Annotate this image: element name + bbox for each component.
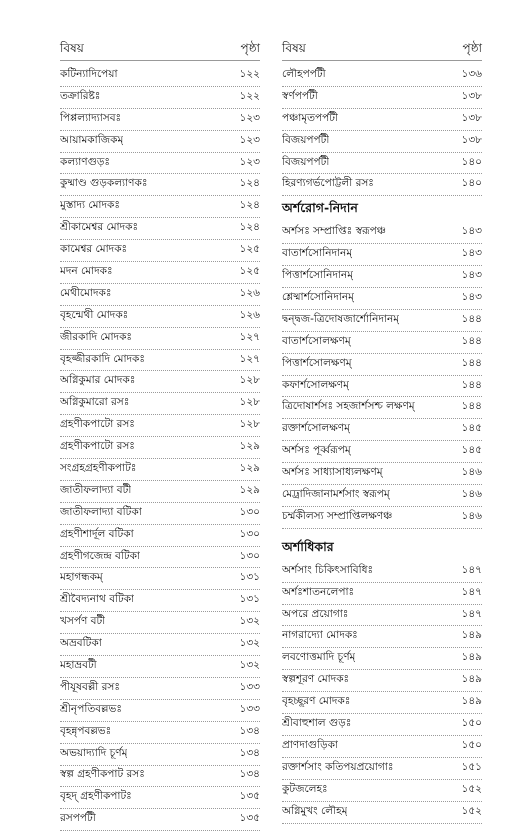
entry-page-number: ১৪৬ bbox=[461, 487, 482, 500]
index-entry bbox=[60, 87, 260, 109]
entry-page-number: ১৩৪ bbox=[239, 746, 260, 759]
section-heading-arshadhikar: অর্শাধিকার bbox=[282, 538, 334, 554]
index-entry bbox=[60, 415, 260, 437]
entry-page-number: ১৩৪ bbox=[239, 724, 260, 737]
index-entry bbox=[282, 670, 482, 692]
index-entry bbox=[60, 371, 260, 393]
right-column bbox=[282, 40, 482, 824]
index-entry bbox=[60, 678, 260, 700]
index-entry bbox=[60, 262, 260, 284]
entry-page-number: ১২৪ bbox=[239, 199, 260, 212]
entry-page-number: ১৩৫ bbox=[239, 812, 260, 825]
index-entry bbox=[282, 376, 482, 398]
entry-page-number: ১২৯ bbox=[239, 440, 260, 453]
index-entry bbox=[282, 397, 482, 419]
index-entry bbox=[60, 437, 260, 459]
entry-page-number: ১৪৭ bbox=[461, 585, 482, 598]
index-entry bbox=[282, 419, 482, 441]
index-entry bbox=[60, 722, 260, 744]
index-entry bbox=[60, 481, 260, 503]
entry-page-number: ১৩৮ bbox=[461, 133, 482, 146]
left-header bbox=[60, 40, 260, 61]
index-entry bbox=[60, 350, 260, 372]
entry-title: কফার্শসোলক্ষণম্ bbox=[282, 378, 349, 391]
entry-title: বাতার্শসোলক্ষণম্ bbox=[282, 334, 351, 347]
entry-page-number: ১৩২ bbox=[239, 637, 260, 650]
index-entry bbox=[282, 802, 482, 824]
entry-title: স্বর্ণপর্পটী bbox=[282, 89, 318, 102]
entry-page-number: ১৪৪ bbox=[461, 334, 482, 347]
index-entry bbox=[282, 153, 482, 175]
index-entry bbox=[282, 648, 482, 670]
index-entry bbox=[282, 485, 482, 507]
index-entry bbox=[282, 222, 482, 244]
entry-page-number: ১৪৯ bbox=[461, 651, 482, 664]
entry-title: শ্রীনৃপতিবল্লভঃ bbox=[60, 702, 122, 715]
entry-title: পিত্তার্শসোনিদানম্ bbox=[282, 269, 354, 282]
entry-title: মুস্তাদ্য মোদকঃ bbox=[60, 199, 120, 212]
entry-title: অর্শঃশাতনলেপাঃ bbox=[282, 585, 355, 598]
right-header bbox=[282, 40, 482, 61]
entry-title: পীযূষবল্লী রসঃ bbox=[60, 680, 120, 693]
entry-page-number: ১৪৪ bbox=[461, 356, 482, 369]
entry-title: পিপ্পল্যাদ্যাসবঃ bbox=[60, 111, 122, 124]
entry-page-number: ১৩০ bbox=[239, 549, 260, 562]
entry-title: জীরকাদি মোদকঃ bbox=[60, 330, 133, 343]
entry-page-number: ১৪৪ bbox=[461, 400, 482, 413]
entry-title: বৃহদ্ গ্রহণীকপাটঃ bbox=[60, 790, 132, 803]
index-entry bbox=[60, 65, 260, 87]
index-entry bbox=[282, 244, 482, 266]
entry-title: অপরে প্রয়োগাঃ bbox=[282, 607, 349, 620]
entry-title: রসপর্পটী bbox=[60, 812, 96, 825]
entry-title: লৌহপর্পটী bbox=[282, 67, 326, 80]
entry-title: পিত্তার্শসোলক্ষণম্ bbox=[282, 356, 352, 369]
entry-title: কুষ্মাণ্ড গুড়কল্যাণকঃ bbox=[60, 177, 148, 190]
index-entry bbox=[60, 328, 260, 350]
entry-page-number: ১৪৭ bbox=[461, 607, 482, 620]
entry-page-number: ১২৬ bbox=[239, 286, 260, 299]
entry-page-number: ১৩০ bbox=[239, 505, 260, 518]
entry-title: তক্রারিষ্টঃ bbox=[60, 89, 101, 102]
entry-page-number: ১৪৬ bbox=[461, 466, 482, 479]
entry-page-number: ১২৩ bbox=[239, 111, 260, 124]
entry-page-number: ১৪৫ bbox=[461, 444, 482, 457]
index-entry bbox=[60, 744, 260, 766]
index-entry bbox=[60, 459, 260, 481]
entry-title: স্বল্পশূরণ মোদকঃ bbox=[282, 673, 350, 686]
index-entry bbox=[60, 393, 260, 415]
entry-title: গ্রহণীশার্দূল বটিকা bbox=[60, 527, 134, 540]
entry-title: বৃহন্মেথী মোদকঃ bbox=[60, 308, 129, 321]
entry-title: দ্বন্দ্বজ-ত্রিদোষজার্শোনিদানম্ bbox=[282, 312, 400, 325]
entry-title: হিরণ্যগর্ভপোট্টলী রসঃ bbox=[282, 177, 374, 190]
entry-page-number: ১৫০ bbox=[461, 738, 482, 751]
entry-title: জাতীফলাদ্যা বটী bbox=[60, 483, 132, 496]
index-entry bbox=[282, 561, 482, 583]
entry-title: রক্তার্শসোলক্ষণম্ bbox=[282, 422, 350, 435]
entry-title: ত্রিদোষার্শসঃ সহজার্শসশ্চ লক্ষণম্ bbox=[282, 400, 415, 413]
index-entry bbox=[282, 463, 482, 485]
entry-title: অর্শসঃ সাধ্যাসাধ্যলক্ষণম্ bbox=[282, 466, 383, 479]
entry-title: অর্শসঃ সম্প্রাপ্তিঃ স্বরূপঞ্চ bbox=[282, 225, 386, 238]
entry-title: অর্শসঃ পূর্ব্বরূপম্ bbox=[282, 444, 351, 457]
entry-title: গ্রহণীকপাটো রসঃ bbox=[60, 440, 135, 453]
entry-page-number: ১৫১ bbox=[461, 760, 482, 773]
index-entry bbox=[60, 503, 260, 525]
index-entry bbox=[60, 656, 260, 678]
index-entry bbox=[282, 626, 482, 648]
index-entry bbox=[282, 332, 482, 354]
entry-page-number: ১৪৪ bbox=[461, 312, 482, 325]
index-entry bbox=[282, 310, 482, 332]
entry-title: নাগরাদ্যো মোদকঃ bbox=[282, 629, 358, 642]
subject-header: বিষয় bbox=[282, 41, 306, 55]
entry-title: অগ্নিকুমার মোদকঃ bbox=[60, 374, 136, 387]
entry-title: অভ্রবটিকা bbox=[60, 637, 102, 650]
entry-title: অভয়াদ্যাদি চূর্ণম্ bbox=[60, 746, 128, 759]
entry-title: বাতার্শসোনিদানম্ bbox=[282, 247, 353, 260]
entry-page-number: ১৪০ bbox=[461, 155, 482, 168]
entry-title: অগ্নিমুখং লৌহম্ bbox=[282, 804, 348, 817]
index-entry bbox=[60, 612, 260, 634]
index-entry bbox=[60, 284, 260, 306]
entry-page-number: ১৪৯ bbox=[461, 629, 482, 642]
right-entry-list-top bbox=[282, 65, 482, 196]
entry-title: গ্রহণীগজেন্দ্র বটিকা bbox=[60, 549, 141, 562]
entry-page-number: ১২৬ bbox=[239, 308, 260, 321]
entry-page-number: ১৩৪ bbox=[239, 768, 260, 781]
index-entry bbox=[60, 634, 260, 656]
entry-page-number: ১৩০ bbox=[239, 527, 260, 540]
entry-page-number: ১২৪ bbox=[239, 177, 260, 190]
entry-title: গ্রহণীকপাটো রসঃ bbox=[60, 418, 135, 431]
index-entry bbox=[282, 174, 482, 196]
index-entry bbox=[282, 758, 482, 780]
entry-page-number: ১২৮ bbox=[239, 396, 260, 409]
entry-title: বৃহজ্জীরকাদি মোদকঃ bbox=[60, 352, 146, 365]
entry-page-number: ১২২ bbox=[239, 89, 260, 102]
entry-title: মেঢ্রাদিজানামর্শসাং স্বরূপম্ bbox=[282, 487, 390, 500]
entry-title: মেথীমোদকঃ bbox=[60, 286, 112, 299]
entry-page-number: ১৪০ bbox=[461, 177, 482, 190]
entry-page-number: ১২৯ bbox=[239, 483, 260, 496]
entry-page-number: ১৫২ bbox=[461, 804, 482, 817]
page-header: পৃষ্ঠা bbox=[240, 41, 260, 55]
index-entry bbox=[282, 507, 482, 529]
entry-title: প্রাণদাগুড়িকা bbox=[282, 738, 338, 751]
entry-page-number: ১২৯ bbox=[239, 461, 260, 474]
entry-page-number: ১৩৫ bbox=[239, 790, 260, 803]
entry-page-number: ১৪৪ bbox=[461, 378, 482, 391]
entry-title: লবণোত্তমাদি চূর্ণম্ bbox=[282, 651, 356, 664]
index-entry bbox=[60, 174, 260, 196]
index-entry bbox=[282, 583, 482, 605]
entry-title: মদন মোদকঃ bbox=[60, 264, 113, 277]
entry-title: জাতীফলাদ্যা বটিকা bbox=[60, 505, 142, 518]
index-entry bbox=[60, 809, 260, 831]
index-entry bbox=[282, 441, 482, 463]
entry-page-number: ১২৭ bbox=[239, 352, 260, 365]
index-entry bbox=[282, 266, 482, 288]
entry-page-number: ১৪৯ bbox=[461, 673, 482, 686]
entry-page-number: ১৩১ bbox=[239, 571, 260, 584]
index-entry bbox=[60, 196, 260, 218]
entry-page-number: ১৩১ bbox=[239, 593, 260, 606]
entry-title: বিজয়পর্পটী bbox=[282, 155, 330, 168]
entry-page-number: ১২৮ bbox=[239, 374, 260, 387]
index-entry bbox=[282, 714, 482, 736]
index-entry bbox=[282, 288, 482, 310]
entry-title: বৃহন্নৃপবল্লভঃ bbox=[60, 724, 112, 737]
entry-title: শ্রীকামেশ্বর মোদকঃ bbox=[60, 221, 139, 234]
index-entry bbox=[60, 568, 260, 590]
entry-title: মহাভ্রবটী bbox=[60, 658, 97, 671]
entry-page-number: ১২৭ bbox=[239, 330, 260, 343]
entry-title: কটিন্যাদিপেয়া bbox=[60, 67, 118, 80]
index-entry bbox=[60, 590, 260, 612]
index-entry bbox=[60, 700, 260, 722]
index-entry bbox=[282, 692, 482, 714]
index-entry bbox=[60, 240, 260, 262]
entry-title: শ্রীবৈদ্যনাথ বটিকা bbox=[60, 593, 135, 606]
index-entry bbox=[60, 218, 260, 240]
entry-page-number: ১৪৭ bbox=[461, 563, 482, 576]
entry-page-number: ১৪৩ bbox=[461, 225, 482, 238]
entry-page-number: ১২৫ bbox=[239, 264, 260, 277]
entry-title: চর্ম্মকীলস্য সম্প্রাপ্তিলক্ষণঞ্চ bbox=[282, 509, 393, 522]
entry-page-number: ১৪৯ bbox=[461, 695, 482, 708]
entry-page-number: ১৩৩ bbox=[239, 680, 260, 693]
index-entry bbox=[282, 131, 482, 153]
index-entry bbox=[282, 65, 482, 87]
page-header: পৃষ্ঠা bbox=[462, 41, 482, 55]
entry-page-number: ১৩৩ bbox=[239, 702, 260, 715]
entry-title: অর্শসাং চিকিৎসাবিধিঃ bbox=[282, 563, 374, 576]
index-entry bbox=[60, 525, 260, 547]
entry-page-number: ১৩৬ bbox=[461, 67, 482, 80]
index-entry bbox=[282, 780, 482, 802]
index-entry bbox=[60, 109, 260, 131]
entry-page-number: ১৪৩ bbox=[461, 269, 482, 282]
index-entry bbox=[282, 605, 482, 627]
entry-title: পঞ্চামৃতপর্পটী bbox=[282, 111, 339, 124]
entry-title: খসর্পণ বটী bbox=[60, 615, 106, 628]
entry-page-number: ১৩৮ bbox=[461, 111, 482, 124]
entry-page-number: ১২৩ bbox=[239, 133, 260, 146]
entry-page-number: ১২৪ bbox=[239, 221, 260, 234]
entry-page-number: ১২৫ bbox=[239, 243, 260, 256]
entry-page-number: ১৩২ bbox=[239, 658, 260, 671]
entry-title: মহাগন্ধকম্ bbox=[60, 571, 103, 584]
entry-title: কল্যাণগুড়ঃ bbox=[60, 155, 111, 168]
entry-title: স্বল্প গ্রহণীকপাট রসঃ bbox=[60, 768, 145, 781]
section-heading-arsharog-nidan: অর্শরোগ-নিদান bbox=[282, 200, 358, 216]
entry-title: শ্রীবাহুশাল গুড়ঃ bbox=[282, 716, 352, 729]
index-entry bbox=[60, 306, 260, 328]
entry-title: কামেশ্বর মোদকঃ bbox=[60, 243, 128, 256]
left-entry-list bbox=[60, 65, 260, 831]
right-entry-list-bottom bbox=[282, 561, 482, 824]
index-entry bbox=[60, 787, 260, 809]
entry-page-number: ১৪৬ bbox=[461, 509, 482, 522]
index-entry bbox=[282, 354, 482, 376]
index-entry bbox=[60, 153, 260, 175]
entry-title: শ্লেষ্মার্শসোনিদানম্ bbox=[282, 290, 354, 303]
left-column bbox=[60, 40, 260, 831]
entry-page-number: ১৫২ bbox=[461, 782, 482, 795]
entry-title: রক্তার্শসাং কতিপয়প্রয়োগাঃ bbox=[282, 760, 394, 773]
entry-title: বিজয়পর্পটী bbox=[282, 133, 330, 146]
entry-page-number: ১২৮ bbox=[239, 418, 260, 431]
entry-title: কুটজলেহঃ bbox=[282, 782, 328, 795]
subject-header: বিষয় bbox=[60, 41, 84, 55]
entry-page-number: ১৪৩ bbox=[461, 247, 482, 260]
index-entry bbox=[282, 736, 482, 758]
entry-page-number: ১৫০ bbox=[461, 716, 482, 729]
entry-title: সংগ্রহগ্রহণীকপাটঃ bbox=[60, 461, 137, 474]
entry-page-number: ১৩২ bbox=[239, 615, 260, 628]
index-entry bbox=[60, 766, 260, 788]
entry-page-number: ১৪৩ bbox=[461, 290, 482, 303]
right-entry-list-middle bbox=[282, 222, 482, 528]
entry-title: অগ্নিকুমারো রসঃ bbox=[60, 396, 130, 409]
index-entry bbox=[60, 547, 260, 569]
index-entry bbox=[282, 109, 482, 131]
entry-title: আয়ামকাজিকম্ bbox=[60, 133, 124, 146]
entry-title: বৃহচ্ছূরণ মোদকঃ bbox=[282, 695, 351, 708]
entry-page-number: ১২২ bbox=[239, 67, 260, 80]
index-entry bbox=[282, 87, 482, 109]
entry-page-number: ১২৩ bbox=[239, 155, 260, 168]
entry-page-number: ১৪৫ bbox=[461, 422, 482, 435]
index-entry bbox=[60, 131, 260, 153]
entry-page-number: ১৩৮ bbox=[461, 89, 482, 102]
